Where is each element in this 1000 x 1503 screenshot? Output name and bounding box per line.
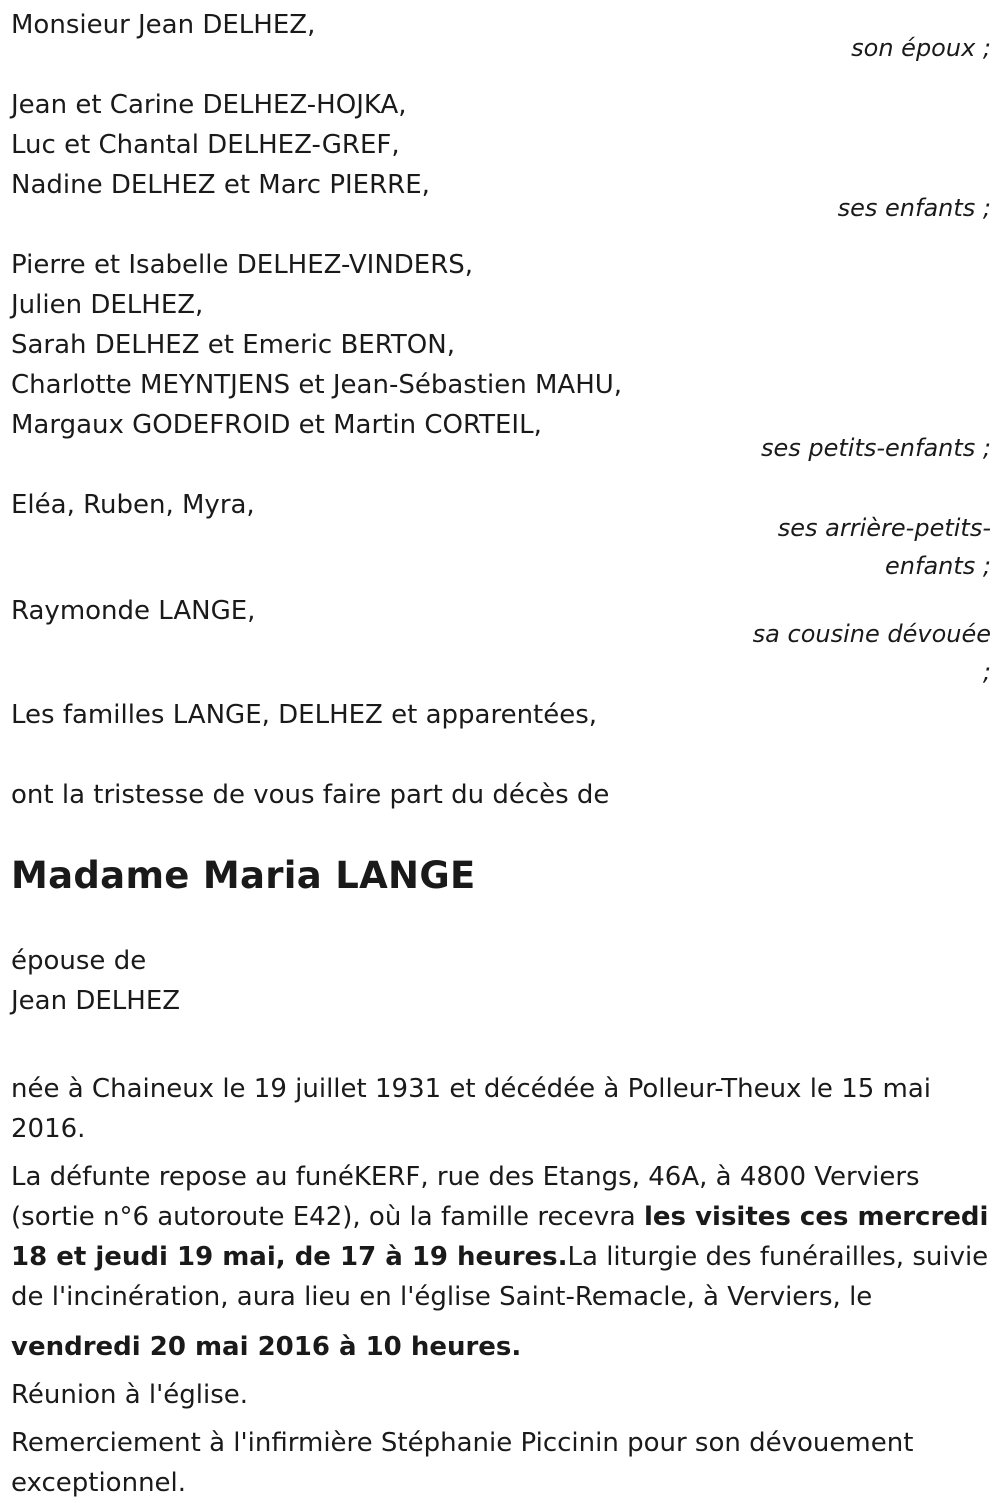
- visiting-hours: les visites ces mercredi 18 et jeudi 19 mai, de 17 à 19 heures.: [11, 1202, 989, 1272]
- birth-death-paragraph: née à Chaineux le 19 juillet 1931 et décédée à Polleur-Theux le 15 mai 2016.: [11, 1074, 932, 1144]
- funeral-date: vendredi 20 mai 2016 à 10 heures.: [11, 1332, 522, 1362]
- reunion-line: Réunion à l'église.: [11, 1380, 249, 1410]
- death-notice: [11, 5, 991, 1503]
- great-grandchild-names: Eléa, Ruben, Myra,: [11, 490, 255, 520]
- cousin-relation-line1: sa cousine dévouée: [752, 620, 991, 648]
- grandchildren-group: [11, 245, 991, 467]
- grandchild-name: Charlotte MEYNTJENS et Jean-Sébastien MAHU,: [11, 370, 623, 400]
- cousin-relation-line2: ;: [982, 658, 991, 686]
- families-line: Les familles LANGE, DELHEZ et apparentées,: [11, 700, 598, 730]
- repose-text-part1: La défunte repose au funéKERF, rue des Etangs, 46A, à 4800 Verviers (sortie n°6 autoroute E42), où la famille recevra: [11, 1162, 920, 1232]
- cousin-name: Raymonde LANGE,: [11, 596, 256, 626]
- grandchildren-relation: ses petits-enfants ;: [760, 434, 991, 462]
- great-grandchildren-group: [11, 485, 991, 585]
- spouse-of-label: épouse de: [11, 946, 147, 976]
- child-name: Luc et Chantal DELHEZ-GREF,: [11, 130, 400, 160]
- grandchild-name: Margaux GODEFROID et Martin CORTEIL,: [11, 410, 542, 440]
- announcement-line: ont la tristesse de vous faire part du décès de: [11, 780, 610, 810]
- grandchild-name: Pierre et Isabelle DELHEZ-VINDERS,: [11, 250, 474, 280]
- deceased-name: Madame Maria LANGE: [11, 854, 476, 897]
- grandchild-name: Sarah DELHEZ et Emeric BERTON,: [11, 330, 455, 360]
- children-group: [11, 85, 991, 227]
- spouse-of-name: Jean DELHEZ: [11, 986, 181, 1016]
- cousin-group: [11, 591, 991, 691]
- spouse-group: [11, 5, 991, 67]
- thanks-paragraph: Remerciement à l'infirmière Stéphanie Piccinin pour son dévouement exceptionnel.: [11, 1428, 914, 1498]
- repose-paragraph: [11, 1157, 991, 1317]
- spouse-name: Monsieur Jean DELHEZ,: [11, 10, 316, 40]
- grandchild-name: Julien DELHEZ,: [11, 290, 204, 320]
- great-grandchildren-relation-line2: enfants ;: [885, 552, 991, 580]
- child-name: Nadine DELHEZ et Marc PIERRE,: [11, 170, 430, 200]
- child-name: Jean et Carine DELHEZ-HOJKA,: [11, 90, 407, 120]
- repose-text-part2: La liturgie des funérailles, suivie de l'incinération, aura lieu en l'église Saint-Remacle, à Verviers, le: [11, 1242, 989, 1312]
- spouse-relation: son époux ;: [851, 34, 991, 62]
- great-grandchildren-relation-line1: ses arrière-petits-: [777, 514, 991, 542]
- children-relation: ses enfants ;: [837, 194, 991, 222]
